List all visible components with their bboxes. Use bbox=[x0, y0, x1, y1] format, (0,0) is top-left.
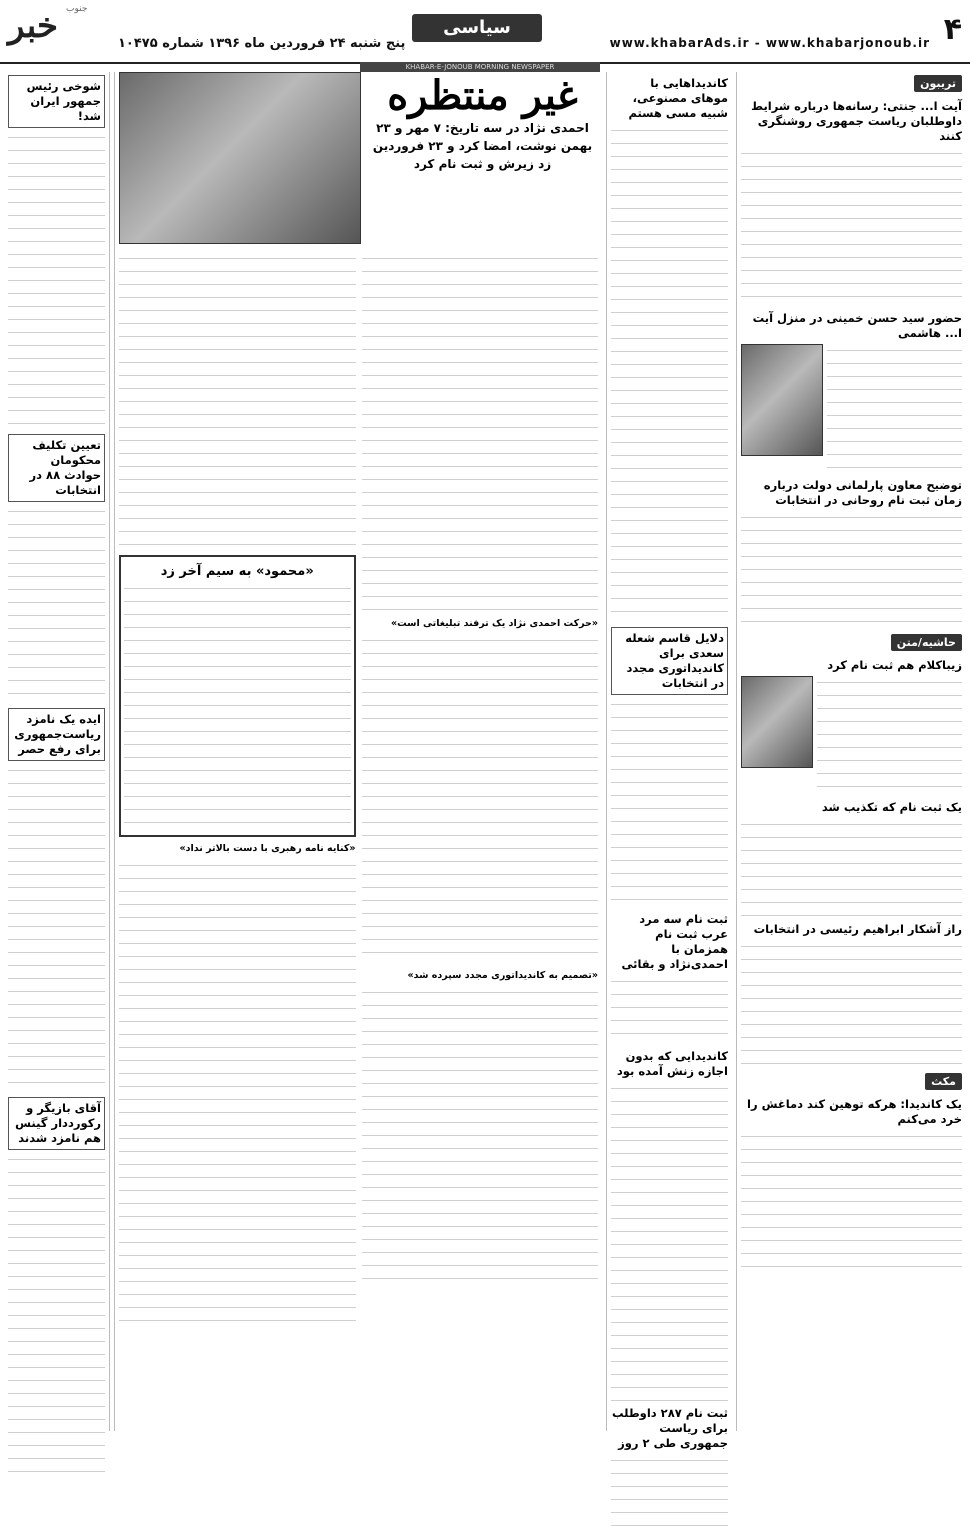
section-title: سیاسی bbox=[412, 14, 542, 42]
column-2 bbox=[606, 72, 732, 1450]
article-body bbox=[741, 1130, 962, 1270]
headline-messi-lookalike[interactable]: کاندیداهایی با موهای مصنوعی، شبیه مسی هستم bbox=[628, 76, 728, 120]
badge-margin: حاشیه/متن bbox=[891, 634, 962, 651]
article-body bbox=[8, 1153, 105, 1483]
masthead bbox=[0, 0, 970, 64]
subheading: «تصمیم به کاندیداتوری مجدد سپرده شد» bbox=[407, 970, 598, 981]
article-body bbox=[611, 1082, 728, 1402]
badge-pause: مکث bbox=[925, 1073, 962, 1090]
column-right bbox=[736, 72, 966, 1431]
headline-rouhani-registration[interactable]: توضیح معاون پارلمانی دولت درباره زمان ثبت نام روحانی در انتخابات bbox=[763, 478, 962, 507]
article-body bbox=[124, 582, 351, 832]
quote-box bbox=[119, 555, 356, 837]
headline-khomeini-visit[interactable]: حضور سید حسن خمینی در منزل آیت ا... هاشمی bbox=[752, 311, 962, 340]
main-headline[interactable]: غیر منتظره bbox=[387, 72, 578, 119]
headline-candidate-insult[interactable]: یک کاندیدا: هرکه توهین کند دماغش را خرد می‌کنم bbox=[747, 1097, 962, 1126]
quote-box-title: «محمود» به سیم آخر زد bbox=[160, 564, 314, 579]
article-body bbox=[741, 147, 962, 307]
article-body bbox=[817, 676, 962, 796]
article-body bbox=[119, 859, 356, 1329]
headline-actor-guinness[interactable]: آقای بازیگر و رکورددار گینس هم نامزد شدند bbox=[8, 1097, 105, 1150]
masthead-band: KHABAR-E-JONOUB MORNING NEWSPAPER bbox=[360, 62, 600, 72]
article-body bbox=[611, 124, 728, 624]
news-photo bbox=[741, 344, 823, 456]
headline-zibakalam[interactable]: زیباکلام هم ثبت نام کرد bbox=[827, 658, 962, 672]
website-link[interactable]: www.khabarAds.ir - www.khabarjonoub.ir bbox=[609, 36, 930, 50]
article-body bbox=[362, 252, 599, 612]
article-body bbox=[8, 764, 105, 1094]
article-body bbox=[827, 344, 962, 474]
headline-janati[interactable]: آیت ا... جنتی: رسانه‌ها درباره شرایط داوطلبان ریاست جمهوری روشنگری کنند bbox=[751, 99, 962, 143]
main-story bbox=[114, 72, 602, 1431]
subheading: «حرکت احمدی نژاد یک ترفند تبلیغاتی است» bbox=[390, 618, 598, 629]
page-number: ۴ bbox=[943, 12, 962, 47]
headline-88-convicts[interactable]: تعیین تکلیف محکومان حوادث ۸۸ در انتخابات bbox=[8, 434, 105, 502]
headline-joke-president[interactable]: شوخی رئیس جمهور ایران شد! bbox=[8, 75, 105, 128]
main-photo bbox=[119, 72, 361, 244]
headline-lift-house-arrest[interactable]: ایده یک نامزد ریاست‌جمهوری برای رفع حصر bbox=[8, 708, 105, 761]
column-left bbox=[4, 72, 110, 1431]
issue-date: پنج شنبه ۲۴ فروردین ماه ۱۳۹۶ شماره ۱۰۴۷۵ bbox=[118, 36, 406, 51]
headline-wife-permission[interactable]: کاندیدایی که بدون اجازه زنش آمده بود bbox=[616, 1049, 728, 1078]
article-body bbox=[611, 698, 728, 908]
article-body bbox=[611, 1454, 728, 1534]
article-body bbox=[741, 818, 962, 918]
headline-shoale-saadi[interactable]: دلایل قاسم شعله سعدی برای کاندیداتوری مجدد در انتخابات bbox=[611, 627, 728, 695]
headline-raisi[interactable]: راز آشکار ابراهیم رئیسی در انتخابات bbox=[753, 922, 962, 936]
article-body bbox=[362, 986, 599, 1286]
newspaper-logo: خبر bbox=[8, 6, 59, 46]
main-lead: احمدی نژاد در سه تاریخ: ۷ مهر و ۲۳ بهمن نوشت، امضا کرد و ۲۳ فروردین زد زیرش و ثبت نام کرد bbox=[372, 121, 593, 171]
headline-287-candidates[interactable]: ثبت نام ۲۸۷ داوطلب برای ریاست جمهوری طی ۲ روز bbox=[611, 1406, 728, 1450]
badge-tribune: تریبون bbox=[914, 75, 962, 92]
logo-subtitle: جنوب bbox=[66, 4, 88, 14]
subheading: «کنایه نامه رهبری با دست بالاتر نداد» bbox=[179, 843, 356, 854]
headline-denied-registration[interactable]: یک ثبت نام که تکذیب شد bbox=[821, 800, 962, 814]
headline-three-arab-men[interactable]: ثبت نام سه مرد عرب ثبت نام همزمان با احمدی‌نژاد و بقائی bbox=[621, 912, 728, 971]
article-body bbox=[611, 975, 728, 1045]
portrait-photo bbox=[741, 676, 813, 768]
article-body bbox=[362, 634, 599, 964]
article-body bbox=[741, 940, 962, 1070]
article-body bbox=[119, 252, 356, 552]
article-body bbox=[741, 511, 962, 631]
article-body bbox=[8, 131, 105, 431]
article-body bbox=[8, 505, 105, 705]
